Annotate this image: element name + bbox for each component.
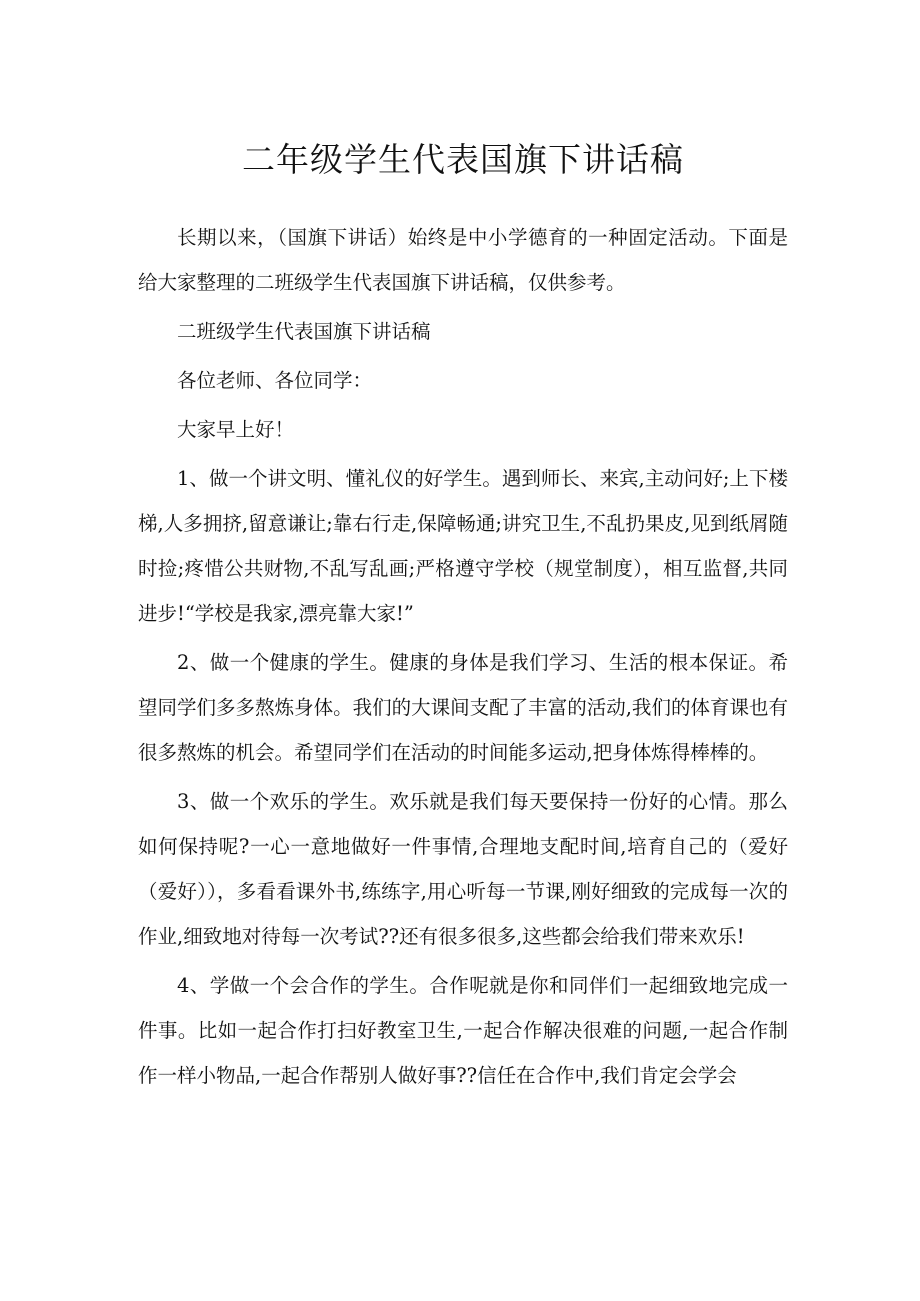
document-title: 二年级学生代表国旗下讲话稿 bbox=[242, 140, 684, 179]
speech-point-2: 2、做一个健康的学生。健康的身体是我们学习、生活的根本保证。希望同学们多多熬炼身体。我们的大课间支配了丰富的活动,我们的体育课也有很多熬炼的机会。希望同学们在活动的时间能多运动,把身体炼得棒棒的。 bbox=[138, 651, 788, 764]
speech-point-3: 3、做一个欢乐的学生。欢乐就是我们每天要保持一份好的心情。那么如何保持呢?一心一意地做好一件事情,合理地支配时间,培育自己的（爱好（爱好）），多看看课外书,练练字,用心听每一节课,刚好细致的完成每一次的作业,细致地对待每一次考试??还有很多很多,这些都会给我们带来欢乐! bbox=[138, 790, 788, 948]
intro-paragraph: 长期以来，（国旗下讲话）始终是中小学德育的一种固定活动。下面是给大家整理的二班级学生代表国旗下讲话稿，仅供参考。 bbox=[138, 226, 788, 294]
speech-point-4: 4、学做一个会合作的学生。合作呢就是你和同伴们一起细致地完成一件事。比如一起合作打扫好教室卫生,一起合作解决很难的问题,一起合作制作一样小物品,一起合作帮别人做好事??信任在合作中,我们肯定会学会 bbox=[138, 974, 788, 1087]
speech-point-1: 1、做一个讲文明、懂礼仪的好学生。遇到师长、来宾,主动问好;上下楼梯,人多拥挤,留意谦让;靠右行走,保障畅通;讲究卫生,不乱扔果皮,见到纸屑随时捡;疼惜公共财物,不乱写乱画;严格遵守学校（规堂制度），相互监督,共同进步!“学校是我家,漂亮靠大家!” bbox=[138, 467, 788, 625]
greeting-line: 各位老师、各位同学： bbox=[177, 369, 373, 392]
speech-subtitle: 二班级学生代表国旗下讲话稿 bbox=[177, 320, 431, 343]
hello-line: 大家早上好！ bbox=[177, 418, 295, 441]
